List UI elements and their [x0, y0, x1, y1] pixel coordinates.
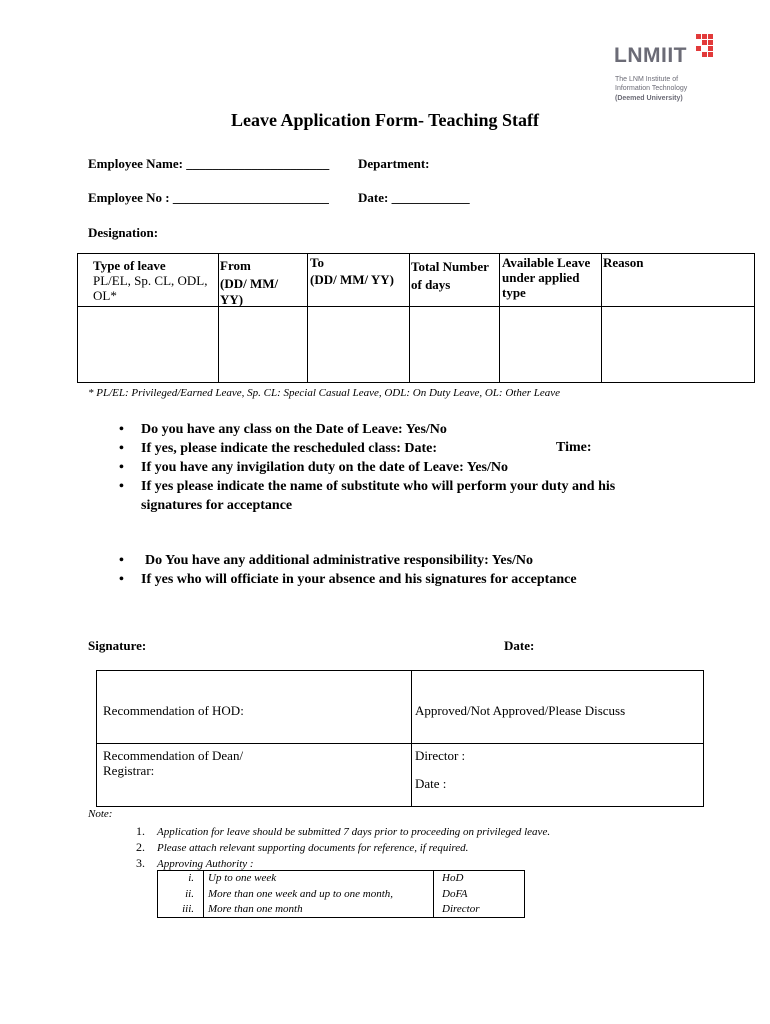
dean-recommendation-label-1: Recommendation of Dean/ [103, 748, 244, 763]
authority-row-period: Up to one week [208, 872, 277, 884]
authority-row-number: ii. [185, 888, 194, 900]
approval-status-label: Approved/Not Approved/Please Discuss [415, 703, 626, 718]
logo-mark-icon [696, 34, 718, 64]
question-substitute: • If yes please indicate the name of substitute who will perform your duty and his [141, 477, 701, 496]
available-leave-header-3: type [502, 285, 526, 300]
leave-details-table [77, 253, 755, 383]
note-number: 1. [136, 824, 145, 838]
note-item-2 [136, 840, 468, 855]
from-subheader-1: (DD/ MM/ [220, 276, 279, 291]
employee-no-field[interactable]: Employee No : ________________________ [88, 190, 329, 205]
authority-row-period: More than one month [208, 903, 303, 915]
authority-row-period: More than one week and up to one month, [208, 888, 394, 900]
department-field[interactable]: Department: [358, 156, 430, 171]
authority-row-number: iii. [182, 903, 194, 915]
logo-wordmark: LNMIIT [614, 44, 687, 67]
note-number: 3. [136, 856, 145, 870]
dean-recommendation-label-2: Registrar: [103, 763, 155, 778]
authority-row-approver: DoFA [442, 888, 468, 900]
type-of-leave-subheader-2: OL* [93, 288, 117, 303]
to-subheader: (DD/ MM/ YY) [310, 272, 394, 287]
logo-line-3: (Deemed University) [615, 95, 683, 102]
authority-row-number: i. [188, 872, 194, 884]
type-of-leave-subheader-1: PL/EL, Sp. CL, ODL, [93, 273, 208, 288]
authority-row-approver: HoD [442, 872, 464, 884]
note-item-1 [136, 824, 550, 839]
recommendation-table [96, 670, 704, 807]
logo-line-2: Information Technology [615, 85, 688, 92]
from-header: From [220, 258, 251, 273]
institute-logo [612, 34, 722, 106]
designation-field[interactable]: Designation: [88, 225, 159, 240]
question-invigilation: • If you have any invigilation duty on the date of Leave: Yes/No [141, 458, 701, 477]
authority-row [158, 902, 524, 918]
total-days-header-2: of days [411, 277, 451, 292]
question-admin-responsibility: • Do You have any additional administrative responsibility: Yes/No [141, 551, 701, 570]
type-of-leave-header: Type of leave [93, 258, 166, 273]
from-subheader-2: YY) [220, 292, 244, 307]
note-text: Application for leave should be submitted 7 days prior to proceeding on privileged leave. [157, 826, 551, 838]
note-item-3 [136, 856, 254, 871]
available-leave-header-1: Available Leave [502, 255, 591, 270]
question-substitute-continued: signatures for acceptance [141, 498, 293, 513]
director-date-label: Date : [415, 776, 447, 791]
logo-line-1: The LNM Institute of [615, 76, 679, 83]
approving-authority-table [157, 870, 525, 918]
question-officiate: • If yes who will officiate in your absence and his signatures for acceptance [141, 570, 701, 589]
form-title: Leave Application Form- Teaching Staff [230, 110, 539, 130]
signature-date-label[interactable]: Date: [504, 638, 535, 653]
note-label: Note: [88, 808, 113, 820]
time-label: Time: [556, 440, 592, 455]
note-text: Please attach relevant supporting documents for reference, if required. [157, 842, 469, 854]
leave-questions-list [141, 420, 701, 515]
hod-recommendation-label: Recommendation of HOD: [103, 703, 244, 718]
question-class: • Do you have any class on the Date of Leave: Yes/No [141, 420, 701, 439]
date-field[interactable]: Date: ____________ [358, 190, 470, 205]
note-number: 2. [136, 840, 145, 854]
question-rescheduled-class: • If yes, please indicate the rescheduled class: Date: [141, 439, 701, 458]
admin-questions-list [141, 551, 701, 589]
employee-name-field[interactable]: Employee Name: ______________________ [88, 156, 330, 171]
director-label: Director : [415, 748, 466, 763]
to-header: To [310, 255, 324, 270]
total-days-header-1: Total Number [411, 259, 489, 274]
authority-row [158, 887, 524, 903]
available-leave-header-2: under applied [502, 270, 580, 285]
authority-row [158, 871, 524, 887]
note-text: Approving Authority : [157, 858, 254, 870]
authority-row-approver: Director [442, 903, 480, 915]
signature-label[interactable]: Signature: [88, 638, 147, 653]
reason-header: Reason [603, 255, 644, 270]
leave-type-footnote: * PL/EL: Privileged/Earned Leave, Sp. CL: Special Casual Leave, ODL: On Duty Leave, OL: Other Leave [88, 387, 561, 399]
